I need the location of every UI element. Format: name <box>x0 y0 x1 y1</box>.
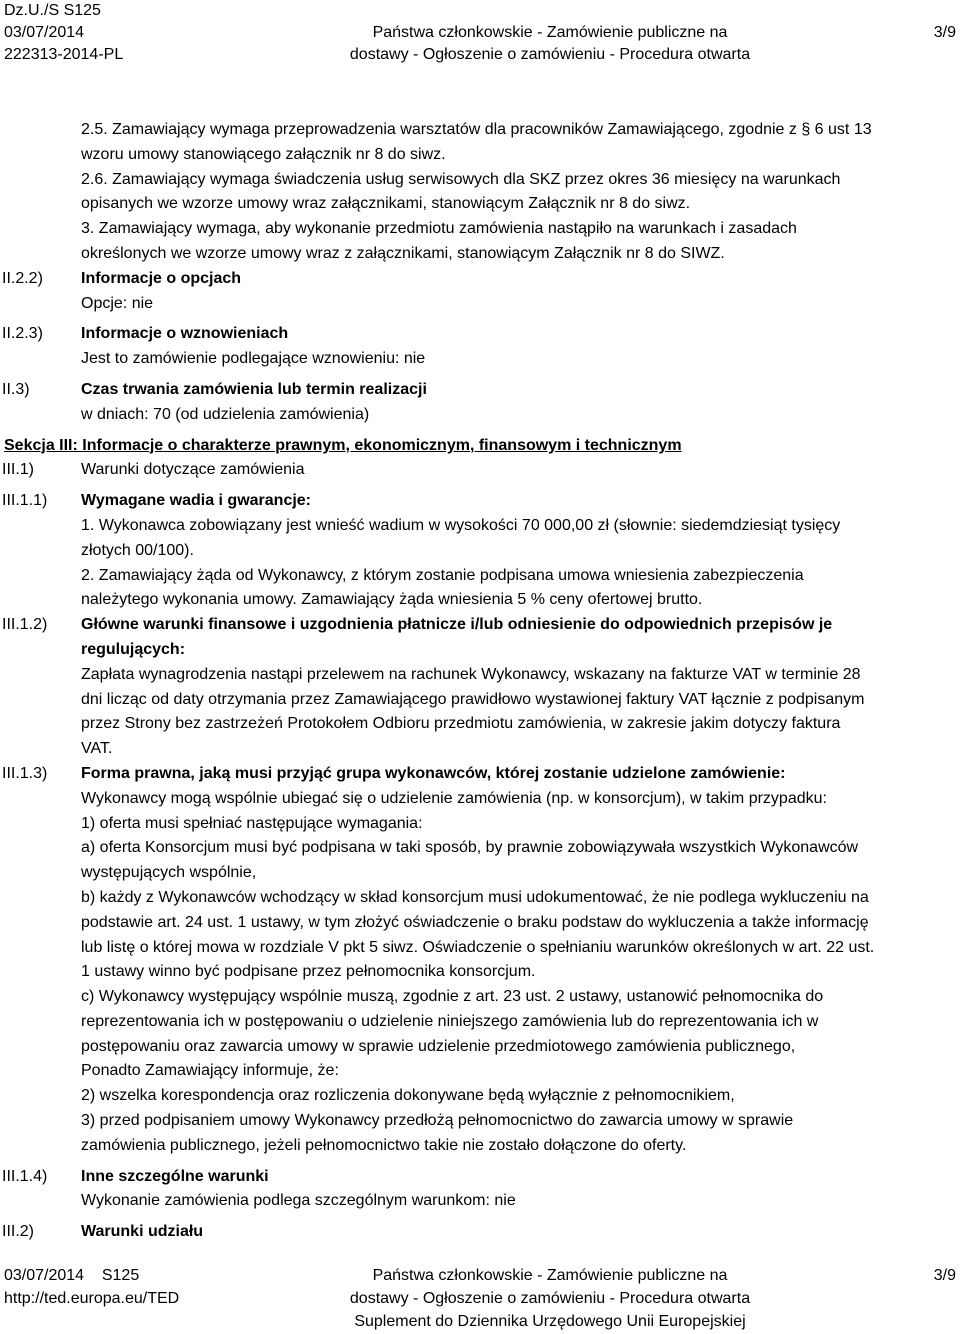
top-continuation-block <box>0 118 960 267</box>
section-text: Wykonanie zamówienia podlega szczególnym warunkom: nie <box>81 1192 516 1210</box>
section-text: Opcje: nie <box>81 294 154 312</box>
header-right <box>934 0 956 44</box>
section-heading: Warunki dotyczące zamówienia <box>81 461 305 479</box>
text-line: a) oferta Konsorcjum musi być podpisana w taki sposób, by prawnie zobowiązywała wszystkich Wykonawców <box>81 839 859 857</box>
text-line: zamówienia publicznego, jeżeli pełnomocnictwo takie nie zostało dołączone do oferty. <box>81 1136 687 1154</box>
text-line: 3. Zamawiający wymaga, aby wykonanie przedmiotu zamówienia nastąpiło na warunkach i zasadach <box>81 220 797 238</box>
text-line: przez Strony bez zastrzeżeń Protokołem Odbioru przedmiotu zamówienia, w zakresie jakim dotyczy faktura <box>81 715 841 733</box>
footer-date-issue: 03/07/2014 S125 <box>4 1267 140 1284</box>
footer-title-line-3: Suplement do Dziennika Urzędowego Unii Europejskiej <box>354 1313 746 1330</box>
notice-number: 222313-2014-PL <box>4 46 124 63</box>
text-line: występujących wspólnie, <box>81 864 257 882</box>
section-iii-1 <box>0 458 960 483</box>
section-heading-line: regulujących: <box>81 640 186 658</box>
footer-right <box>934 1264 956 1287</box>
section-iii-title <box>0 434 960 459</box>
text-line: opisanych we wzorze umowy wraz załącznikami, stanowiącym Załącznik nr 8 do siwz. <box>81 195 691 213</box>
section-ii-2-3 <box>0 322 960 372</box>
section-label: II.3) <box>2 380 30 398</box>
footer-page-number: 3/9 <box>933 1267 956 1284</box>
section-heading: Informacje o opcjach <box>81 269 242 287</box>
footer-left <box>4 1264 264 1310</box>
text-line: VAT. <box>81 740 113 758</box>
document-body <box>0 118 960 1245</box>
section-heading: Informacje o wznowieniach <box>81 325 289 343</box>
section-iii-2 <box>0 1220 960 1245</box>
section-text: w dniach: 70 (od udzielenia zamówienia) <box>81 405 370 423</box>
text-line: podstawie art. 24 ust. 1 ustawy, w tym złożyć oświadczenie o braku podstaw do wykluczenia a także informację <box>81 913 869 931</box>
section-heading: Inne szczególne warunki <box>81 1167 269 1185</box>
section-label: III.1) <box>2 461 35 479</box>
footer-center <box>300 1264 800 1333</box>
text-line: b) każdy z Wykonawców wchodzący w skład konsorcjum musi udokumentować, że nie podlega wykluczeniu na <box>81 888 869 906</box>
text-line: Zapłata wynagrodzenia nastąpi przelewem na rachunek Wykonawcy, wskazany na fakturze VAT w terminie 28 <box>81 665 861 683</box>
section-heading: Czas trwania zamówienia lub termin realizacji <box>81 380 427 398</box>
text-line: wzoru umowy stanowiącego załącznik nr 8 do siwz. <box>81 145 446 163</box>
header-title-line-2: dostawy - Ogłoszenie o zamówieniu - Procedura otwarta <box>349 46 751 63</box>
text-line: należytego wykonania umowy. Zamawiający żąda wniesienia 5 % ceny ofertowej brutto. <box>81 591 703 609</box>
text-line: postępowaniu oraz zawarcia umowy w sprawie udzielenie przedmiotowego zamówienia publicznego, <box>81 1037 796 1055</box>
text-line: 2.6. Zamawiający wymaga świadczenia usług serwisowych dla SKZ przez okres 36 miesięcy na warunkach <box>81 170 841 188</box>
section-heading: Wymagane wadia i gwarancje: <box>81 492 312 510</box>
text-line: c) Wykonawcy występujący wspólnie muszą, zgodnie z art. 23 ust. 2 ustawy, ustanowić pełnomocnika do <box>81 988 824 1006</box>
footer-title-line-1: Państwa członkowskie - Zamówienie publiczne na <box>372 1267 728 1284</box>
text-line: 1 ustawy winno być podpisane przez pełnomocnika konsorcjum. <box>81 963 536 981</box>
section-iii-name: Informacje o charakterze prawnym, ekonomicznym, finansowym i technicznym <box>82 436 682 454</box>
publication-date: 03/07/2014 <box>4 24 85 41</box>
header-left <box>4 0 264 66</box>
text-line: 2. Zamawiający żąda od Wykonawcy, z którym zostanie podpisana umowa wniesienia zabezpieczenia <box>81 566 804 584</box>
text-line: dni licząc od daty otrzymania przez Zamawiającego prawidłowo wystawionej faktury VAT łącznie z podpisanym <box>81 690 865 708</box>
header-center <box>300 0 800 66</box>
section-label: II.2.2) <box>2 269 43 287</box>
header-page-number: 3/9 <box>933 24 956 41</box>
text-line: 2) wszelka korespondencja oraz rozliczenia dokonywane będą wyłącznie z pełnomocnikiem, <box>81 1087 735 1105</box>
text-line: 1) oferta musi spełniać następujące wymagania: <box>81 814 423 832</box>
section-ii-3 <box>0 378 960 428</box>
footer-title-line-2: dostawy - Ogłoszenie o zamówieniu - Procedura otwarta <box>349 1290 751 1307</box>
section-text: Jest to zamówienie podlegające wznowieniu: nie <box>81 350 426 368</box>
text-line: Wykonawcy mogą wspólnie ubiegać się o udzielenie zamówienia (np. w konsorcjum), w takim przypadku: <box>81 789 827 807</box>
section-iii-1-4 <box>0 1165 960 1215</box>
text-line: lub listę o której mowa w rozdziale V pkt 5 siwz. Oświadczenie o spełnianiu warunków określonych w art. 22 ust. <box>81 938 875 956</box>
text-line: 1. Wykonawca zobowiązany jest wnieść wadium w wysokości 70 000,00 zł (słownie: siedemdziesiąt tysięcy <box>81 516 841 534</box>
text-line: 2.5. Zamawiający wymaga przeprowadzenia warsztatów dla pracowników Zamawiającego, zgodnie z § 6 ust 13 <box>81 121 872 138</box>
section-label: III.1.2) <box>2 616 48 634</box>
text-line: określonych we wzorze umowy wraz z załącznikami, stanowiącym Załącznik nr 8 do SIWZ. <box>81 244 725 262</box>
section-label: III.2) <box>2 1223 35 1241</box>
section-label: III.1.1) <box>2 492 48 510</box>
text-line: reprezentowania ich w postępowaniu o udzielenie niniejszego zamówienia lub do reprezentowania ich w <box>81 1012 819 1030</box>
section-heading-line: Główne warunki finansowe i uzgodnienia płatnicze i/lub odniesienie do odpowiednich przepisów je <box>81 616 833 634</box>
section-iii-prefix: Sekcja III: <box>4 436 83 454</box>
section-ii-2-2 <box>0 267 960 317</box>
section-heading: Forma prawna, jaką musi przyjąć grupa wykonawców, której zostanie udzielone zamówienie: <box>81 764 786 782</box>
text-line: 3) przed podpisaniem umowy Wykonawcy przedłożą pełnomocnictwo do zawarcia umowy w sprawie <box>81 1112 794 1130</box>
section-label: II.2.3) <box>2 325 43 343</box>
header-title-line-1: Państwa członkowskie - Zamówienie publiczne na <box>372 24 728 41</box>
section-label: III.1.4) <box>2 1167 48 1185</box>
section-iii-1-3 <box>0 762 960 1159</box>
journal-ref: Dz.U./S S125 <box>4 2 101 19</box>
section-iii-1-2 <box>0 613 960 762</box>
text-line: Ponadto Zamawiający informuje, że: <box>81 1062 339 1080</box>
footer-url: http://ted.europa.eu/TED <box>4 1290 180 1307</box>
section-iii-1-1 <box>0 489 960 613</box>
text-line: złotych 00/100). <box>81 541 194 559</box>
section-label: III.1.3) <box>2 764 48 782</box>
section-heading: Warunki udziału <box>81 1223 204 1241</box>
